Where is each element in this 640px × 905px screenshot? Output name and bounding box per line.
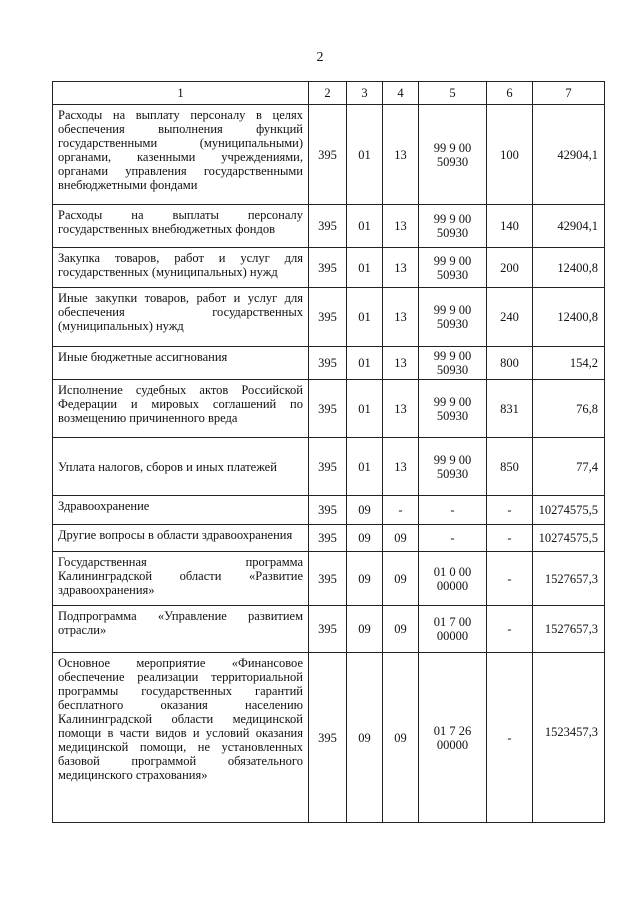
row-rz: 01 <box>347 380 383 438</box>
row-pr: - <box>383 496 419 525</box>
row-amount: 12400,8 <box>533 248 605 288</box>
row-vr: - <box>487 496 533 525</box>
row-csr: 99 9 00 50930 <box>419 105 487 205</box>
table-row <box>53 205 605 248</box>
row-pr: 09 <box>383 606 419 653</box>
row-amount: 76,8 <box>533 380 605 438</box>
row-amount: 12400,8 <box>533 288 605 347</box>
table-row <box>53 288 605 347</box>
row-description: Подпрограмма «Управление развитием отрасли» <box>53 606 309 653</box>
row-gr: 395 <box>309 525 347 552</box>
table-row <box>53 347 605 380</box>
row-vr: 800 <box>487 347 533 380</box>
row-gr: 395 <box>309 105 347 205</box>
row-pr: 13 <box>383 288 419 347</box>
row-rz: 01 <box>347 347 383 380</box>
row-vr: 200 <box>487 248 533 288</box>
row-csr: 01 7 26 00000 <box>419 653 487 823</box>
row-gr: 395 <box>309 653 347 823</box>
row-pr: 13 <box>383 438 419 496</box>
row-gr: 395 <box>309 606 347 653</box>
row-vr: - <box>487 653 533 823</box>
row-rz: 09 <box>347 552 383 606</box>
column-header: 1 <box>53 82 309 105</box>
row-gr: 395 <box>309 288 347 347</box>
column-header: 3 <box>347 82 383 105</box>
row-rz: 09 <box>347 525 383 552</box>
row-vr: 240 <box>487 288 533 347</box>
row-pr: 09 <box>383 525 419 552</box>
row-pr: 13 <box>383 205 419 248</box>
row-description: Уплата налогов, сборов и иных платежей <box>53 438 309 496</box>
row-amount: 10274575,5 <box>533 525 605 552</box>
row-csr: 99 9 00 50930 <box>419 205 487 248</box>
column-header: 2 <box>309 82 347 105</box>
row-amount: 42904,1 <box>533 105 605 205</box>
row-pr: 13 <box>383 248 419 288</box>
row-description: Закупка товаров, работ и услуг для государственных (муниципальных) нужд <box>53 248 309 288</box>
row-rz: 01 <box>347 248 383 288</box>
row-gr: 395 <box>309 380 347 438</box>
row-pr: 13 <box>383 347 419 380</box>
row-csr: 01 0 00 00000 <box>419 552 487 606</box>
row-pr: 13 <box>383 105 419 205</box>
table-row <box>53 525 605 552</box>
table-row <box>53 552 605 606</box>
row-gr: 395 <box>309 347 347 380</box>
row-description: Исполнение судебных актов Российской Федерации и мировых соглашений по возмещению причиненного вреда <box>53 380 309 438</box>
row-rz: 01 <box>347 288 383 347</box>
row-rz: 01 <box>347 205 383 248</box>
row-description: Расходы на выплаты персоналу государственных внебюджетных фондов <box>53 205 309 248</box>
row-vr: - <box>487 552 533 606</box>
row-csr: 99 9 00 50930 <box>419 438 487 496</box>
row-rz: 01 <box>347 105 383 205</box>
table-row <box>53 496 605 525</box>
row-amount: 1527657,3 <box>533 606 605 653</box>
table-row <box>53 248 605 288</box>
row-description: Основное мероприятие «Финансовое обеспечение реализации территориальной программы государственных гарантий бесплатного оказания населению Калининградской области медицинской помощи в части видов и условий оказания медицинской помощи, не установленных базовой программой обязательного медицинского страхования» <box>53 653 309 823</box>
row-description: Иные закупки товаров, работ и услуг для обеспечения государственных (муниципальных) нужд <box>53 288 309 347</box>
row-vr: - <box>487 606 533 653</box>
row-csr: 99 9 00 50930 <box>419 380 487 438</box>
row-gr: 395 <box>309 496 347 525</box>
row-amount: 1523457,3 <box>533 653 605 823</box>
table-row <box>53 380 605 438</box>
table-row <box>53 438 605 496</box>
row-gr: 395 <box>309 205 347 248</box>
row-amount: 77,4 <box>533 438 605 496</box>
row-csr: 99 9 00 50930 <box>419 248 487 288</box>
row-rz: 09 <box>347 496 383 525</box>
row-rz: 09 <box>347 653 383 823</box>
column-header: 5 <box>419 82 487 105</box>
row-pr: 13 <box>383 380 419 438</box>
row-description: Другие вопросы в области здравоохранения <box>53 525 309 552</box>
table-row <box>53 105 605 205</box>
row-rz: 09 <box>347 606 383 653</box>
table-row <box>53 653 605 823</box>
row-csr: 01 7 00 00000 <box>419 606 487 653</box>
row-gr: 395 <box>309 438 347 496</box>
row-csr: - <box>419 496 487 525</box>
row-pr: 09 <box>383 653 419 823</box>
row-csr: - <box>419 525 487 552</box>
row-vr: 100 <box>487 105 533 205</box>
row-description: Государственная программа Калининградской области «Развитие здравоохранения» <box>53 552 309 606</box>
row-amount: 42904,1 <box>533 205 605 248</box>
row-rz: 01 <box>347 438 383 496</box>
row-amount: 1527657,3 <box>533 552 605 606</box>
row-description: Расходы на выплату персоналу в целях обеспечения выполнения функций государственными (муниципальными) органами, казенными учреждениями, органами управления государственными внебюджетными фондами <box>53 105 309 205</box>
page-number: 2 <box>316 50 324 65</box>
row-gr: 395 <box>309 248 347 288</box>
row-csr: 99 9 00 50930 <box>419 288 487 347</box>
row-amount: 10274575,5 <box>533 496 605 525</box>
row-amount: 154,2 <box>533 347 605 380</box>
column-header: 4 <box>383 82 419 105</box>
row-description: Иные бюджетные ассигнования <box>53 347 309 380</box>
row-description: Здравоохранение <box>53 496 309 525</box>
row-vr: - <box>487 525 533 552</box>
budget-table <box>52 81 605 823</box>
row-vr: 140 <box>487 205 533 248</box>
column-header: 6 <box>487 82 533 105</box>
row-pr: 09 <box>383 552 419 606</box>
row-vr: 831 <box>487 380 533 438</box>
row-csr: 99 9 00 50930 <box>419 347 487 380</box>
column-header: 7 <box>533 82 605 105</box>
row-vr: 850 <box>487 438 533 496</box>
table-row <box>53 606 605 653</box>
table-header-row <box>53 82 605 105</box>
row-gr: 395 <box>309 552 347 606</box>
